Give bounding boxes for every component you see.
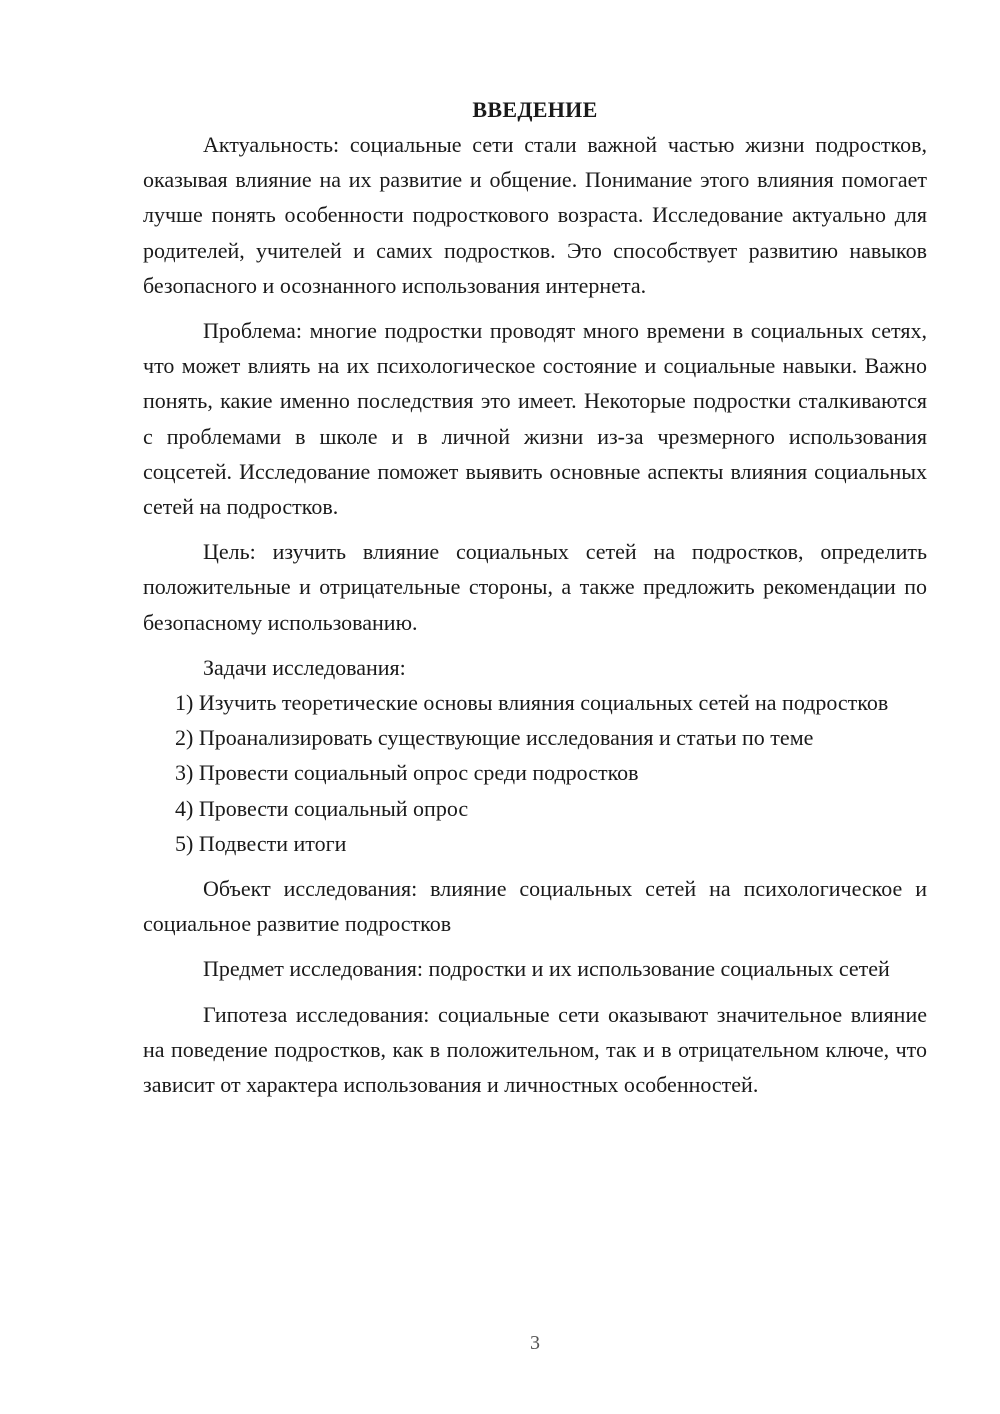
list-item: 5) Подвести итоги — [175, 830, 347, 856]
document-page — [143, 92, 927, 1102]
relevance-paragraph: Актуальность: социальные сети стали важной частью жизни подростков, оказывая влияние на их развитие и общение. Понимание этого влияния помогает лучше понять особенности подросткового возраста. Исследование актуально для родителей, учителей и самих подростков. Это способствует развитию навыков безопасного и осознанного использования интернета. — [143, 132, 927, 298]
hypothesis-paragraph: Гипотеза исследования: социальные сети оказывают значительное влияние на поведение подростков, как в положительном, так и в отрицательном ключе, что зависит от характера использования и личностных особенностей. — [143, 1001, 927, 1098]
problem-paragraph: Проблема: многие подростки проводят много времени в социальных сетях, что может влиять на их психологическое состояние и социальные навыки. Важно понять, какие именно последствия это имеет. Некоторые подростки сталкиваются с проблемами в школе и в личной жизни из-за чрезмерного использования соцсетей. Исследование поможет выявить основные аспекты влияния социальных сетей на подростков. — [143, 318, 927, 520]
object-paragraph: Объект исследования: влияние социальных сетей на психологическое и социальное развитие подростков — [143, 876, 927, 937]
section-title: ВВЕДЕНИЕ — [472, 97, 598, 122]
tasks-list — [143, 685, 927, 861]
list-item: 3) Провести социальный опрос среди подростков — [175, 760, 639, 786]
tasks-heading: Задачи исследования: — [203, 654, 406, 680]
list-item: 4) Провести социальный опрос — [175, 795, 469, 821]
list-item: 1) Изучить теоретические основы влияния социальных сетей на подростков — [175, 690, 889, 716]
page-number: 3 — [530, 1332, 540, 1354]
list-item: 2) Проанализировать существующие исследования и статьи по теме — [175, 725, 814, 751]
subject-paragraph: Предмет исследования: подростки и их использование социальных сетей — [203, 956, 890, 982]
goal-paragraph: Цель: изучить влияние социальных сетей на подростков, определить положительные и отрицательные стороны, а также предложить рекомендации по безопасному использованию. — [143, 539, 927, 635]
